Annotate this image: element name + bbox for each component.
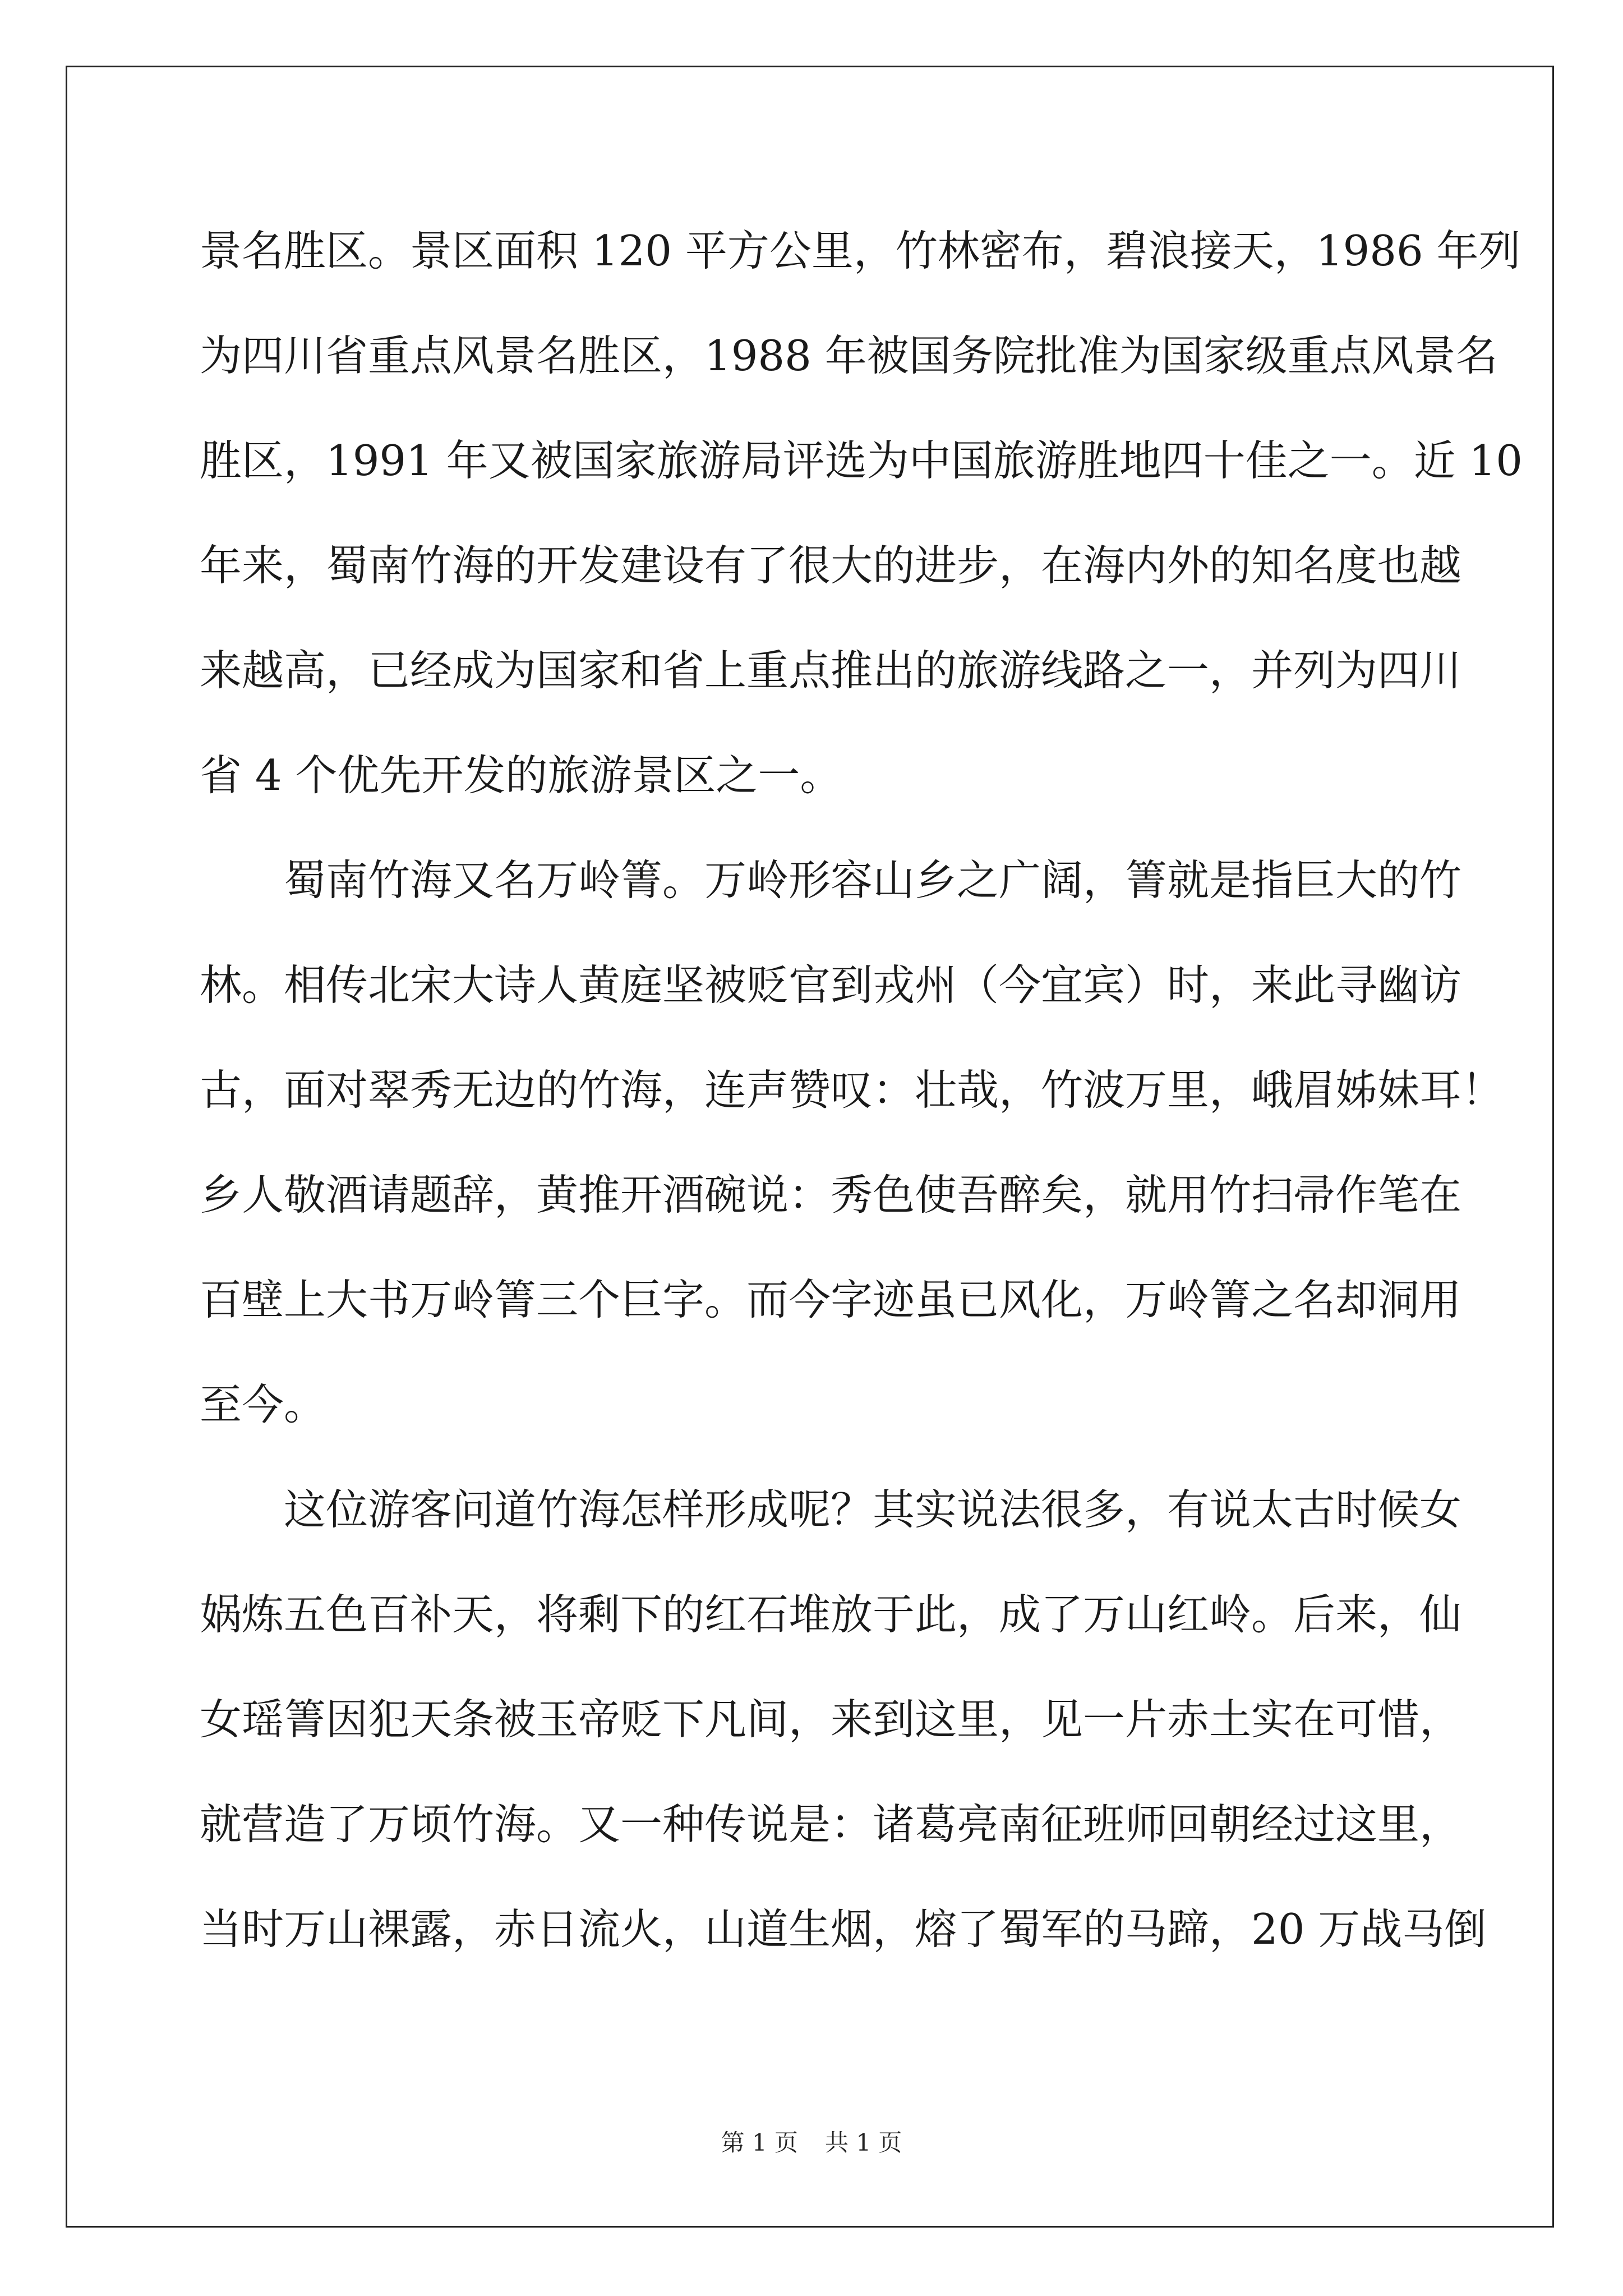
text-line: 娲炼五色百补天，将剩下的红石堆放于此，成了万山红岭。后来，仙 bbox=[200, 1590, 1462, 1639]
text-line: 女瑶箐因犯天条被玉帝贬下凡间，来到这里，见一片赤土实在可惜， bbox=[200, 1695, 1462, 1744]
text-line: 就营造了万顷竹海。又一种传说是：诸葛亮南征班师回朝经过这里， bbox=[200, 1800, 1462, 1849]
text-line: 林。相传北宋大诗人黄庭坚被贬官到戎州（今宜宾）时，来此寻幽访 bbox=[200, 960, 1462, 1010]
document-body bbox=[200, 220, 1523, 2003]
text-line: 为四川省重点风景名胜区，1988 年被国务院批准为国家级重点风景名 bbox=[200, 331, 1498, 380]
paragraph-2 bbox=[200, 849, 1504, 1479]
text-line: 景名胜区。景区面积 120 平方公里，竹林密布，碧浪接天，1986 年列 bbox=[200, 226, 1521, 275]
text-line: 乡人敬酒请题辞，黄推开酒碗说：秀色使吾醉矣，就用竹扫帚作笔在 bbox=[200, 1170, 1462, 1220]
text-line: 蜀南竹海又名万岭箐。万岭形容山乡之广阔，箐就是指巨大的竹 bbox=[284, 855, 1462, 905]
page-footer bbox=[0, 2126, 1623, 2160]
text-line: 胜区，1991 年又被国家旅游局评选为中国旅游胜地四十佳之一。近 10 bbox=[200, 436, 1523, 485]
text-line: 当时万山裸露，赤日流火，山道生烟，熔了蜀军的马蹄，20 万战马倒 bbox=[200, 1904, 1487, 1954]
text-line: 古，面对翠秀无边的竹海，连声赞叹：壮哉，竹波万里，峨眉姊妹耳！ bbox=[200, 1065, 1504, 1115]
text-line: 百壁上大书万岭箐三个巨字。而今字迹虽已风化，万岭箐之名却洞用 bbox=[200, 1275, 1462, 1324]
text-line: 年来，蜀南竹海的开发建设有了很大的进步，在海内外的知名度也越 bbox=[200, 541, 1462, 590]
text-line: 来越高，已经成为国家和省上重点推出的旅游线路之一，并列为四川 bbox=[200, 646, 1462, 695]
paragraph-3 bbox=[200, 1479, 1487, 2003]
paragraph-1 bbox=[200, 220, 1523, 849]
text-line: 这位游客问道竹海怎样形成呢？其实说法很多，有说太古时候女 bbox=[284, 1485, 1462, 1534]
text-line: 省 4 个优先开发的旅游景区之一。 bbox=[200, 751, 842, 800]
page-total: 共 1 页 bbox=[825, 2129, 902, 2156]
page-number: 第 1 页 bbox=[721, 2129, 798, 2156]
text-line: 至今。 bbox=[200, 1380, 326, 1429]
